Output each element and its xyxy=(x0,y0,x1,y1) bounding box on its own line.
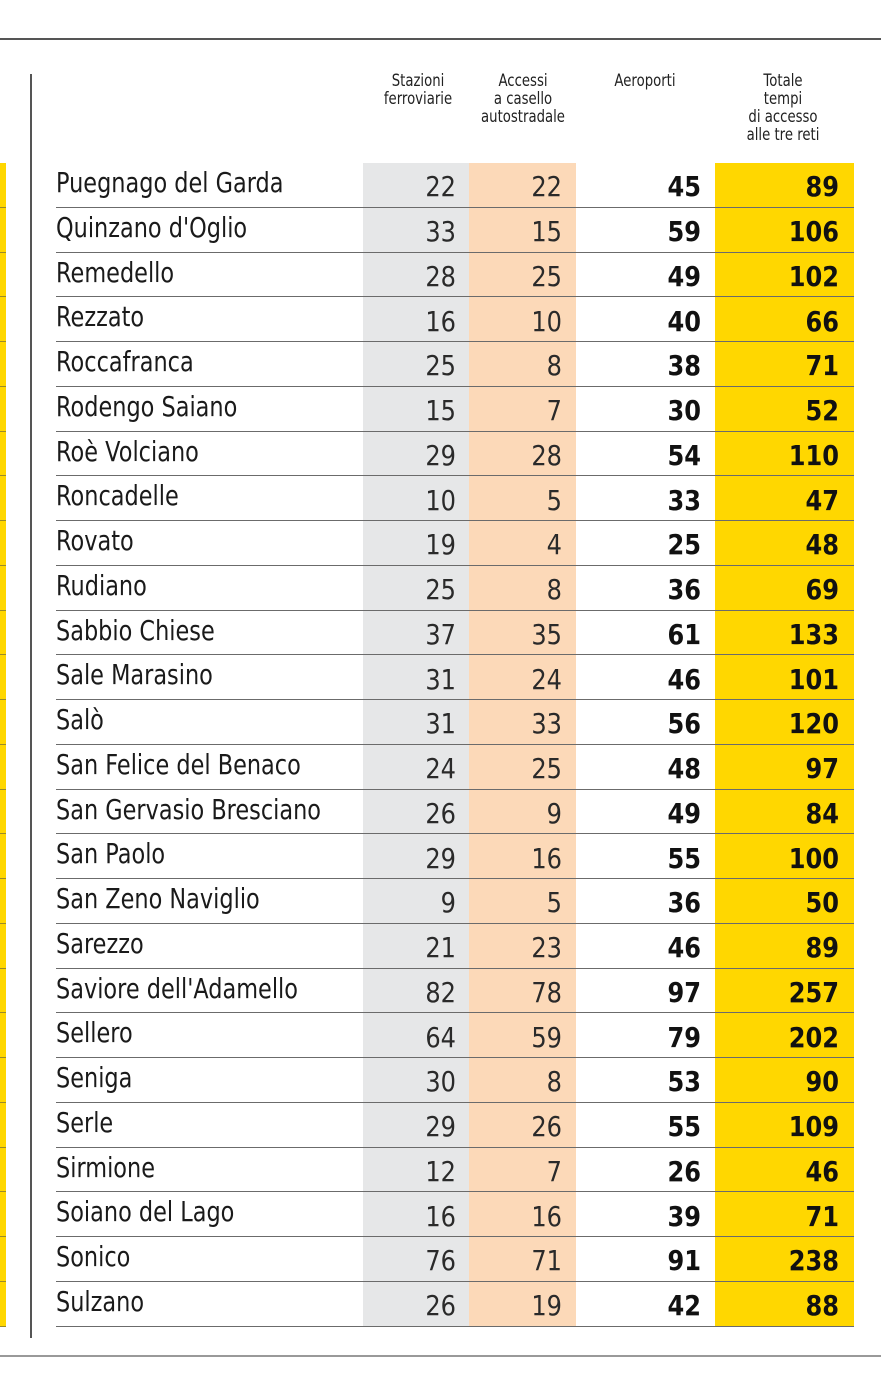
edge-row-tick xyxy=(0,610,6,611)
rail-station-time: 26 xyxy=(425,796,456,830)
table-row xyxy=(56,1237,854,1282)
table-row xyxy=(56,611,854,656)
edge-row-tick xyxy=(0,654,6,655)
airport-time: 48 xyxy=(667,752,701,786)
airport-time: 79 xyxy=(667,1020,701,1054)
airport-time: 55 xyxy=(667,1110,701,1144)
edge-row-tick xyxy=(0,475,6,476)
edge-row-tick xyxy=(0,1147,6,1148)
airport-time: 59 xyxy=(667,215,701,249)
municipality-name: Saviore dell'Adamello xyxy=(56,971,298,1005)
rail-station-time: 82 xyxy=(425,975,456,1009)
municipality-name: Roè Volciano xyxy=(56,434,199,468)
table-row xyxy=(56,790,854,835)
edge-row-tick xyxy=(0,744,6,745)
edge-row-tick xyxy=(0,296,6,297)
table-row xyxy=(56,879,854,924)
header-road-line: a casello xyxy=(493,89,553,109)
highway-access-time: 5 xyxy=(546,886,562,920)
table-row xyxy=(56,521,854,566)
municipality-name: Sonico xyxy=(56,1240,131,1273)
municipality-name: Rovato xyxy=(56,524,134,557)
highway-access-time: 78 xyxy=(531,975,562,1009)
rail-station-time: 31 xyxy=(425,707,456,741)
total-access-time: 50 xyxy=(805,886,839,920)
total-access-time: 102 xyxy=(788,259,839,293)
table-row xyxy=(56,745,854,790)
edge-row-tick xyxy=(0,207,6,208)
airport-time: 36 xyxy=(667,886,701,920)
highway-access-time: 19 xyxy=(531,1289,562,1323)
rail-station-time: 76 xyxy=(425,1244,456,1278)
total-access-time: 71 xyxy=(805,1199,839,1233)
total-access-time: 106 xyxy=(788,215,839,249)
municipality-name: Sirmione xyxy=(56,1150,155,1184)
rail-station-time: 24 xyxy=(425,752,456,786)
edge-row-tick xyxy=(0,1012,6,1013)
highway-access-time: 25 xyxy=(531,259,562,293)
header-road-line: Accessi xyxy=(498,71,548,91)
edge-row-tick xyxy=(0,431,6,432)
municipality-name: Sale Marasino xyxy=(56,658,213,692)
header-total-line: alle tre reti xyxy=(746,125,820,145)
edge-row-tick xyxy=(0,833,6,834)
rail-station-time: 29 xyxy=(425,841,456,875)
edge-row-tick xyxy=(0,565,6,566)
header-highway-access xyxy=(465,72,582,126)
airport-time: 33 xyxy=(667,483,701,517)
rail-station-time: 29 xyxy=(425,1110,456,1144)
municipality-name: Rezzato xyxy=(56,300,145,334)
highway-access-time: 10 xyxy=(531,304,562,338)
total-access-time: 88 xyxy=(805,1289,839,1323)
municipality-name: Sulzano xyxy=(56,1284,145,1318)
airport-time: 49 xyxy=(667,796,701,830)
highway-access-time: 7 xyxy=(546,394,562,428)
table-row xyxy=(56,700,854,745)
highway-access-time: 9 xyxy=(546,796,562,830)
rail-station-time: 64 xyxy=(425,1020,456,1054)
total-access-time: 133 xyxy=(788,617,839,651)
total-access-time: 101 xyxy=(788,662,839,696)
highway-access-time: 28 xyxy=(531,438,562,472)
airport-time: 46 xyxy=(667,931,701,965)
rail-station-time: 9 xyxy=(440,886,456,920)
municipality-name: San Zeno Naviglio xyxy=(56,882,260,915)
municipality-name: Puegnago del Garda xyxy=(56,166,284,199)
table-row xyxy=(56,1103,854,1148)
edge-row-tick xyxy=(0,878,6,879)
rail-station-time: 37 xyxy=(425,617,456,651)
airport-time: 56 xyxy=(667,707,701,741)
total-access-time: 71 xyxy=(805,349,839,383)
edge-row-tick xyxy=(0,386,6,387)
municipality-name: Serle xyxy=(56,1105,114,1139)
edge-row-tick xyxy=(0,789,6,790)
total-access-time: 110 xyxy=(788,438,839,472)
rail-station-time: 26 xyxy=(425,1289,456,1323)
total-access-time: 109 xyxy=(788,1110,839,1144)
municipality-name: San Gervasio Bresciano xyxy=(56,792,322,826)
airport-time: 49 xyxy=(667,259,701,293)
airport-time: 26 xyxy=(667,1154,701,1188)
previous-column-total-strip xyxy=(0,163,6,1327)
table-row xyxy=(56,163,854,208)
header-air-line: Aeroporti xyxy=(614,71,676,91)
airport-time: 25 xyxy=(667,528,701,562)
airport-time: 39 xyxy=(667,1199,701,1233)
edge-row-tick xyxy=(0,968,6,969)
airport-time: 36 xyxy=(667,573,701,607)
rail-station-time: 22 xyxy=(425,170,456,204)
highway-access-time: 23 xyxy=(531,931,562,965)
airport-time: 42 xyxy=(667,1289,701,1323)
municipality-name: Sabbio Chiese xyxy=(56,613,215,647)
total-access-time: 69 xyxy=(805,573,839,607)
municipality-name: Remedello xyxy=(56,255,175,289)
header-total-line: tempi xyxy=(763,89,803,109)
highway-access-time: 71 xyxy=(531,1244,562,1278)
bottom-rule xyxy=(0,1355,881,1357)
rail-station-time: 29 xyxy=(425,438,456,472)
municipality-name: Sarezzo xyxy=(56,926,144,960)
top-rule xyxy=(0,38,881,40)
highway-access-time: 4 xyxy=(546,528,562,562)
table-row xyxy=(56,1148,854,1193)
total-access-time: 100 xyxy=(788,841,839,875)
municipality-name: Sellero xyxy=(56,1016,133,1050)
highway-access-time: 16 xyxy=(531,1199,562,1233)
airport-time: 53 xyxy=(667,1065,701,1099)
table-row xyxy=(56,924,854,969)
municipality-name: Seniga xyxy=(56,1061,133,1094)
airport-time: 38 xyxy=(667,349,701,383)
total-access-time: 89 xyxy=(805,931,839,965)
highway-access-time: 33 xyxy=(531,707,562,741)
highway-access-time: 22 xyxy=(531,170,562,204)
highway-access-time: 26 xyxy=(531,1110,562,1144)
municipality-name: Soiano del Lago xyxy=(56,1195,235,1229)
total-access-time: 48 xyxy=(805,528,839,562)
highway-access-time: 5 xyxy=(546,483,562,517)
highway-access-time: 24 xyxy=(531,662,562,696)
municipality-name: San Paolo xyxy=(56,837,166,871)
table-row xyxy=(56,1058,854,1103)
rail-station-time: 31 xyxy=(425,662,456,696)
edge-row-tick xyxy=(0,252,6,253)
airport-time: 40 xyxy=(667,304,701,338)
rail-station-time: 16 xyxy=(425,304,456,338)
highway-access-time: 35 xyxy=(531,617,562,651)
total-access-time: 97 xyxy=(805,752,839,786)
total-access-time: 90 xyxy=(805,1065,839,1099)
municipality-name: Rodengo Saiano xyxy=(56,389,238,423)
highway-access-time: 8 xyxy=(546,1065,562,1099)
header-total-access-time xyxy=(725,72,842,144)
total-access-time: 120 xyxy=(788,707,839,741)
rail-station-time: 16 xyxy=(425,1199,456,1233)
edge-row-tick xyxy=(0,520,6,521)
rail-station-time: 28 xyxy=(425,259,456,293)
header-total-line: Totale xyxy=(763,71,803,91)
municipality-name: Roccafranca xyxy=(56,345,194,378)
table-row xyxy=(56,387,854,432)
table-row xyxy=(56,297,854,342)
left-column-divider xyxy=(30,74,32,1338)
municipality-name: Roncadelle xyxy=(56,479,179,513)
header-rail-stations xyxy=(360,72,477,108)
airport-time: 61 xyxy=(667,617,701,651)
edge-row-tick xyxy=(0,1102,6,1103)
rail-station-time: 10 xyxy=(425,483,456,517)
table-row xyxy=(56,1282,854,1327)
edge-row-tick xyxy=(0,1191,6,1192)
rail-station-time: 21 xyxy=(425,931,456,965)
rail-station-time: 33 xyxy=(425,215,456,249)
total-access-time: 66 xyxy=(805,304,839,338)
total-access-time: 257 xyxy=(788,975,839,1009)
header-rail-line: ferroviarie xyxy=(383,89,453,109)
rail-station-time: 12 xyxy=(425,1154,456,1188)
municipality-name: Quinzano d'Oglio xyxy=(56,210,248,244)
header-total-line: di accesso xyxy=(748,107,818,127)
edge-row-tick xyxy=(0,1281,6,1282)
rail-station-time: 30 xyxy=(425,1065,456,1099)
header-rail-line: Stazioni xyxy=(391,71,445,91)
table-row xyxy=(56,476,854,521)
highway-access-time: 15 xyxy=(531,215,562,249)
table-row xyxy=(56,834,854,879)
total-access-time: 202 xyxy=(788,1020,839,1054)
table-row xyxy=(56,342,854,387)
highway-access-time: 7 xyxy=(546,1154,562,1188)
airport-time: 46 xyxy=(667,662,701,696)
highway-access-time: 25 xyxy=(531,752,562,786)
rail-station-time: 25 xyxy=(425,573,456,607)
table-row xyxy=(56,253,854,298)
total-access-time: 89 xyxy=(805,170,839,204)
total-access-time: 47 xyxy=(805,483,839,517)
table-row xyxy=(56,432,854,477)
rail-station-time: 19 xyxy=(425,528,456,562)
table-row xyxy=(56,1192,854,1237)
municipalities-table xyxy=(56,163,854,1327)
airport-time: 45 xyxy=(667,170,701,204)
edge-row-tick xyxy=(0,923,6,924)
header-road-line: autostradale xyxy=(481,107,565,127)
total-access-time: 84 xyxy=(805,796,839,830)
edge-row-tick xyxy=(0,1326,6,1327)
table-row xyxy=(56,655,854,700)
header-airports xyxy=(587,72,704,90)
highway-access-time: 8 xyxy=(546,573,562,607)
table-row xyxy=(56,566,854,611)
airport-time: 97 xyxy=(667,975,701,1009)
total-access-time: 238 xyxy=(788,1244,839,1278)
airport-time: 55 xyxy=(667,841,701,875)
highway-access-time: 16 xyxy=(531,841,562,875)
table-row xyxy=(56,969,854,1014)
rail-station-time: 15 xyxy=(425,394,456,428)
municipality-name: San Felice del Benaco xyxy=(56,747,301,781)
total-access-time: 52 xyxy=(805,394,839,428)
airport-time: 54 xyxy=(667,438,701,472)
airport-time: 91 xyxy=(667,1244,701,1278)
table-row xyxy=(56,1013,854,1058)
table-row xyxy=(56,208,854,253)
airport-time: 30 xyxy=(667,394,701,428)
edge-row-tick xyxy=(0,699,6,700)
municipality-name: Salò xyxy=(56,703,104,736)
rail-station-time: 25 xyxy=(425,349,456,383)
edge-row-tick xyxy=(0,1057,6,1058)
municipality-name: Rudiano xyxy=(56,568,147,602)
total-access-time: 46 xyxy=(805,1154,839,1188)
highway-access-time: 59 xyxy=(531,1020,562,1054)
edge-row-tick xyxy=(0,341,6,342)
edge-row-tick xyxy=(0,1236,6,1237)
highway-access-time: 8 xyxy=(546,349,562,383)
